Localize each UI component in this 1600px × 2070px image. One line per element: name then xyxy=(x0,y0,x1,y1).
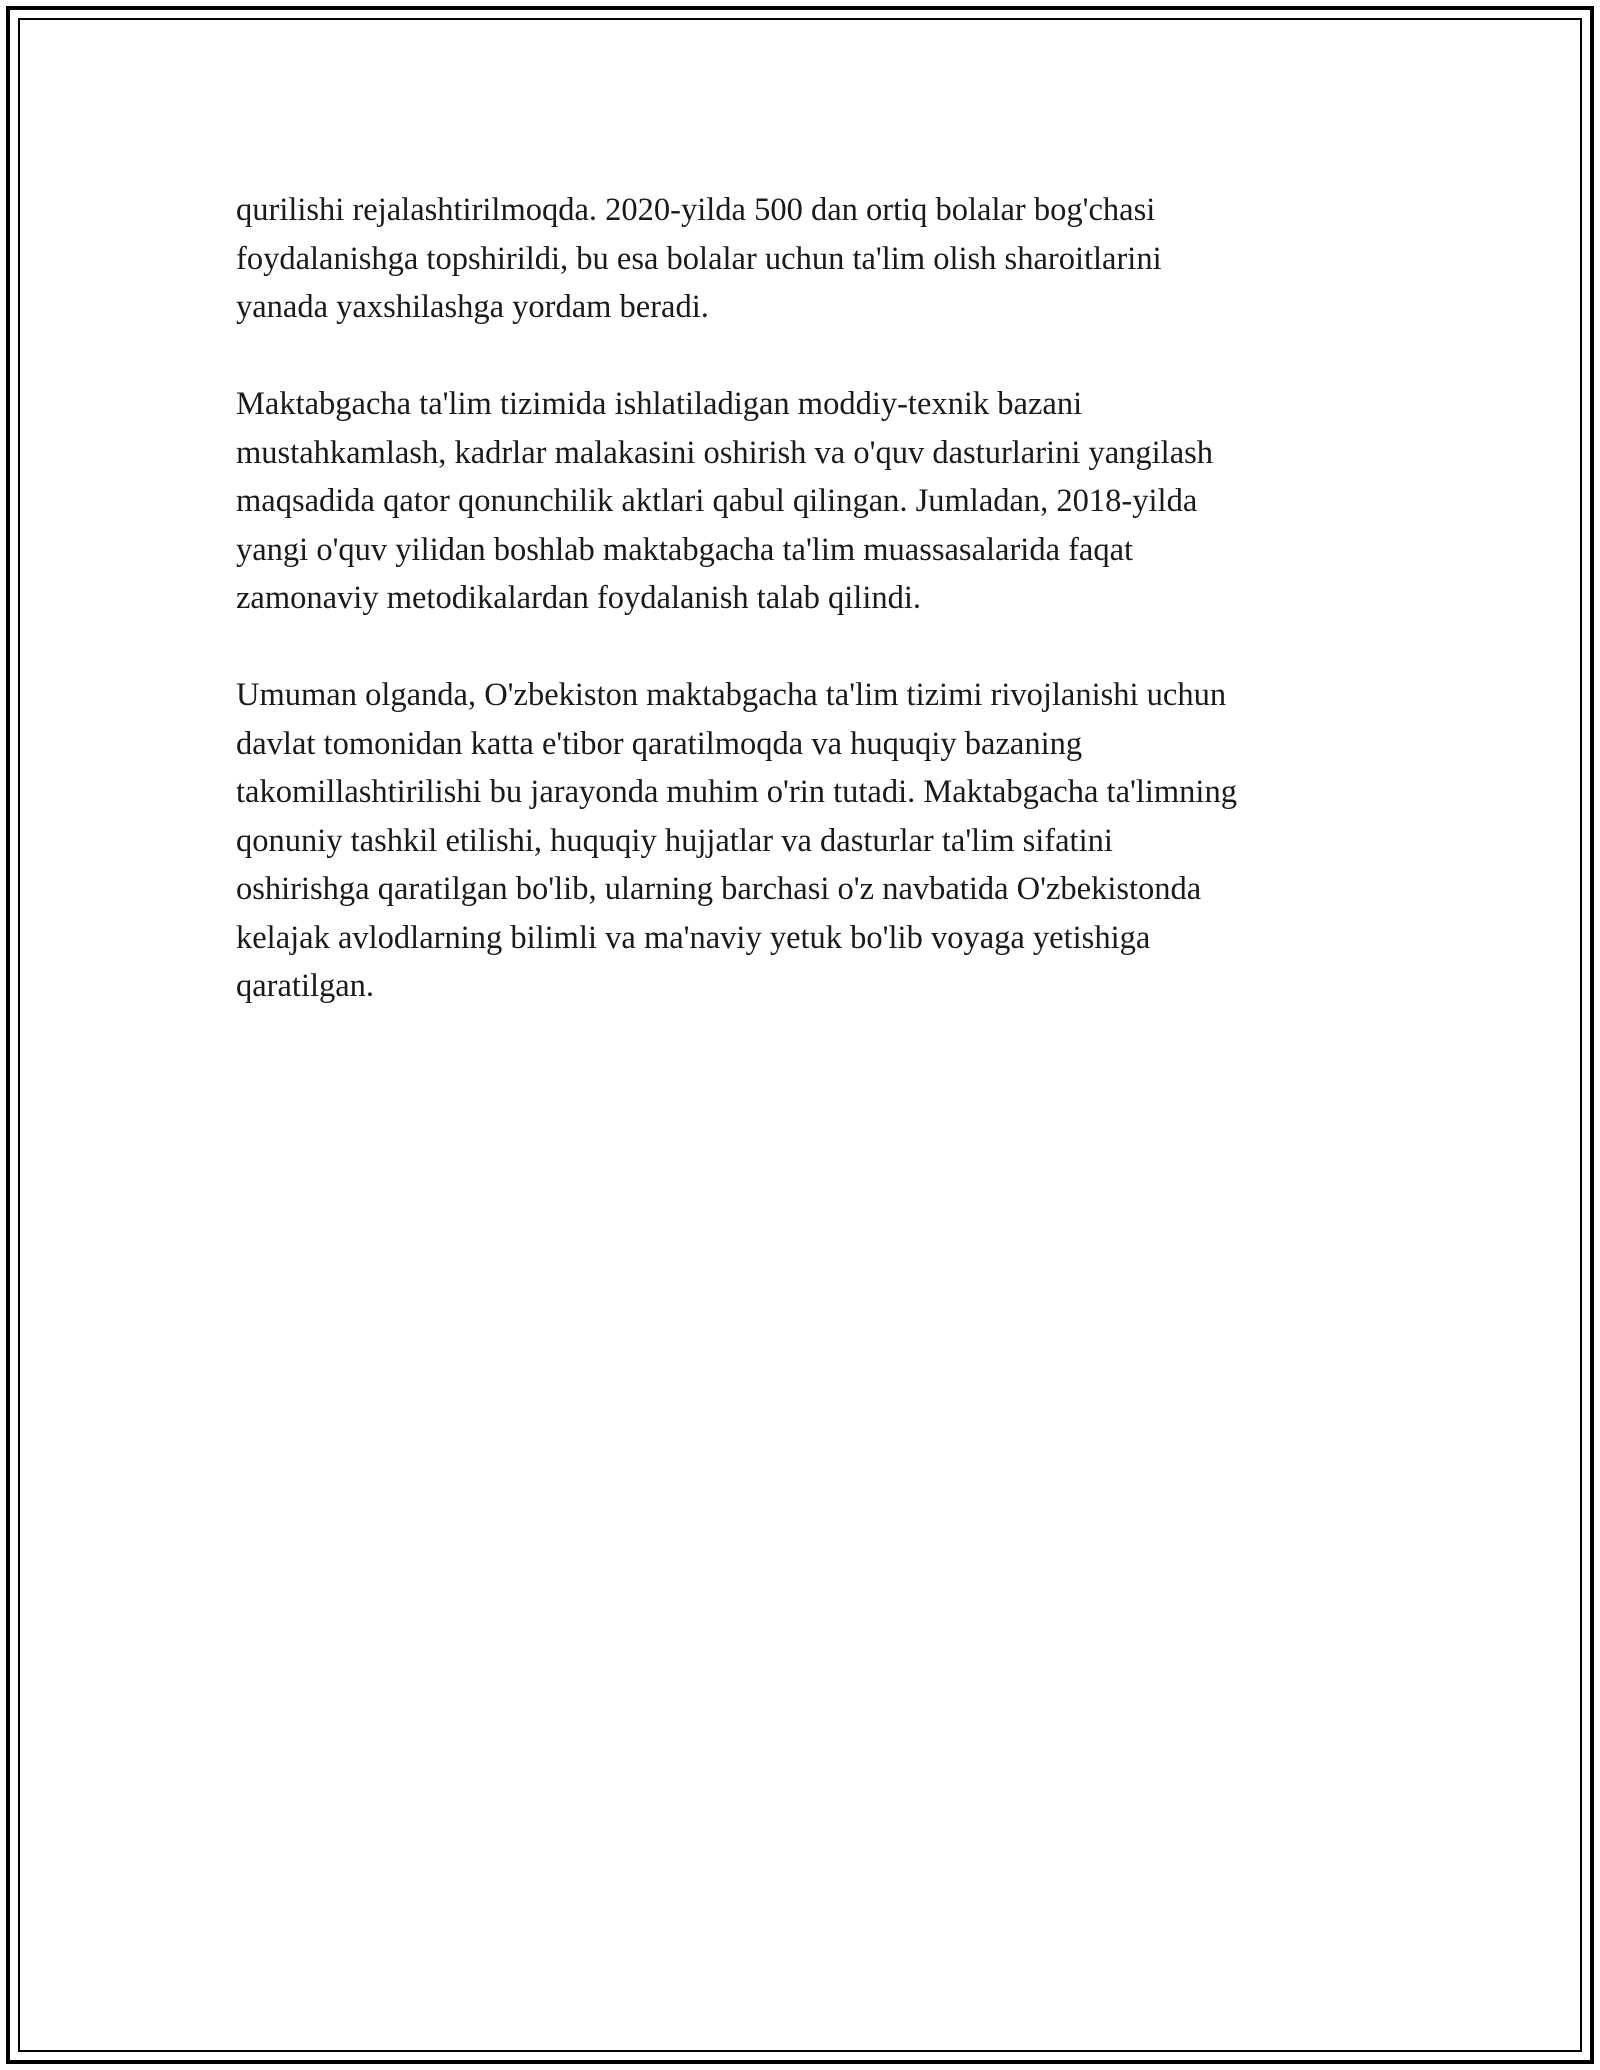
paragraph-3 xyxy=(236,671,1376,1011)
paragraph-line: Maktabgacha ta'lim tizimida ishlatiladigan moddiy-texnik bazani xyxy=(236,386,1083,422)
paragraph-line: takomillashtirilishi bu jarayonda muhim o'rin tutadi. Maktabgacha ta'limning xyxy=(236,774,1237,810)
paragraph-line: yangi o'quv yilidan boshlab maktabgacha ta'lim muassasalarida faqat xyxy=(236,531,1134,568)
paragraph-line: oshirishga qaratilgan bo'lib, ularning barchasi o'z navbatida O'zbekistonda xyxy=(236,871,1202,907)
paragraph-line: mustahkamlash, kadrlar malakasini oshirish va o'quv dasturlarini yangilash xyxy=(236,434,1214,471)
paragraph-line: qaratilgan. xyxy=(236,968,375,1004)
paragraph-line: kelajak avlodlarning bilimli va ma'naviy yetuk bo'lib voyaga yetishiga xyxy=(236,919,1151,956)
paragraph-line: qonuniy tashkil etilishi, huquqiy hujjatlar va dasturlar ta'lim sifatini xyxy=(236,822,1113,859)
paragraph-line: davlat tomonidan katta e'tibor qaratilmoqda va huquqiy bazaning xyxy=(236,725,1083,762)
paragraph-line: maqsadida qator qonunchilik aktlari qabul qilingan. Jumladan, 2018-yilda xyxy=(236,483,1198,519)
document-body xyxy=(236,186,1376,1011)
paragraph-2 xyxy=(236,380,1376,623)
paragraph-line: foydalanishga topshirildi, bu esa bolalar uchun ta'lim olish sharoitlarini xyxy=(236,240,1162,277)
paragraph-line: yanada yaxshilashga yordam beradi. xyxy=(236,289,709,325)
paragraph-line: zamonaviy metodikalardan foydalanish talab qilindi. xyxy=(236,580,922,616)
paragraph-1 xyxy=(236,186,1376,332)
paragraph-line: Umuman olganda, O'zbekiston maktabgacha ta'lim tizimi rivojlanishi uchun xyxy=(236,677,1227,713)
paragraph-line: qurilishi rejalashtirilmoqda. 2020-yilda 500 dan ortiq bolalar bog'chasi xyxy=(236,192,1156,228)
